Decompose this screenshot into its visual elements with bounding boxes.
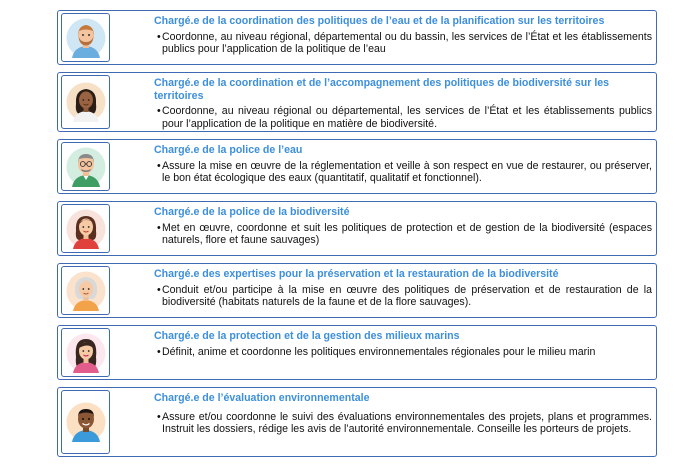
avatar [61,204,110,253]
role-description [154,222,652,247]
bullet: • [157,105,161,117]
role-title: Chargé.e des expertises pour la préservation et la restauration de la biodiversité [154,268,559,280]
avatar [61,266,110,315]
avatar-man-dark-skin-icon [66,402,106,442]
role-description [154,105,652,130]
role-card [57,263,657,318]
role-description-text: Définit, anime et coordonne les politiques environnementales régionales pour le milieu marin [162,345,596,358]
role-card [57,201,657,256]
avatar-man-beard-icon [66,18,106,58]
role-card [57,325,657,380]
avatar [61,390,110,454]
role-description-text: Assure la mise en œuvre de la réglementation et veille à son respect en vue de restaurer, ou préserver, le bon état écologique des eaux (quantitatif, qualitatif et fonctionnel). [162,159,652,185]
bullet: • [157,221,161,234]
role-title: Chargé.e de l’évaluation environnementale [154,392,370,404]
role-title: Chargé.e de la police de la biodiversité [154,206,350,218]
role-description [154,160,652,185]
role-card [57,72,657,132]
role-description-text: Coordonne, au niveau régional ou départemental, les services de l’État et les établissements publics pour l’application de la politique en matière de biodiversité. [162,105,652,130]
avatar-man-glasses-icon [66,147,106,187]
avatar-woman-dark-hair-icon [66,82,106,122]
avatar [61,142,110,191]
role-title: Chargé.e de la police de l’eau [154,144,303,156]
avatar [61,13,110,62]
role-description-text: Coordonne, au niveau régional, départemental ou du bassin, les services de l’État et les établissements publics pour l’application de la politique de l’eau [162,30,652,56]
bullet: • [157,159,161,172]
role-title: Chargé.e de la coordination et de l’accompagnement des politiques de biodiversité sur les territoires [154,77,610,102]
role-description-text: Conduit et/ou participe à la mise en œuvre des politiques de préservation et de restauration de la biodiversité (habitats naturels de la faune et de la flore sauvages). [162,283,652,309]
role-card [57,10,657,65]
role-description [154,346,652,359]
bullet: • [157,345,161,358]
role-description-text: Met en œuvre, coordonne et suit les politiques de protection et de gestion de la biodiversité (espaces naturels, flore et faune sauvages) [162,221,652,247]
role-card [57,139,657,194]
bullet: • [157,283,161,296]
role-card [57,387,657,457]
role-description-text: Assure et/ou coordonne le suivi des évaluations environnementales des projets, plans et programmes. Instruit les dossiers, rédige les avis de l’autorité environnementale. Conseille les porteurs de projets. [162,410,652,436]
role-description [154,31,652,56]
role-title: Chargé.e de la coordination des politiques de l’eau et de la planification sur les territoires [154,15,605,27]
role-title: Chargé.e de la protection et de la gestion des milieux marins [154,330,460,342]
bullet: • [157,30,161,43]
avatar-woman-brown-hair-icon [66,209,106,249]
role-description [154,411,652,436]
avatar [61,328,110,377]
avatar-woman-grey-hair-icon [66,271,106,311]
avatar-woman-long-hair-icon [66,333,106,373]
avatar [61,75,110,129]
role-description [154,284,652,309]
bullet: • [157,410,161,423]
